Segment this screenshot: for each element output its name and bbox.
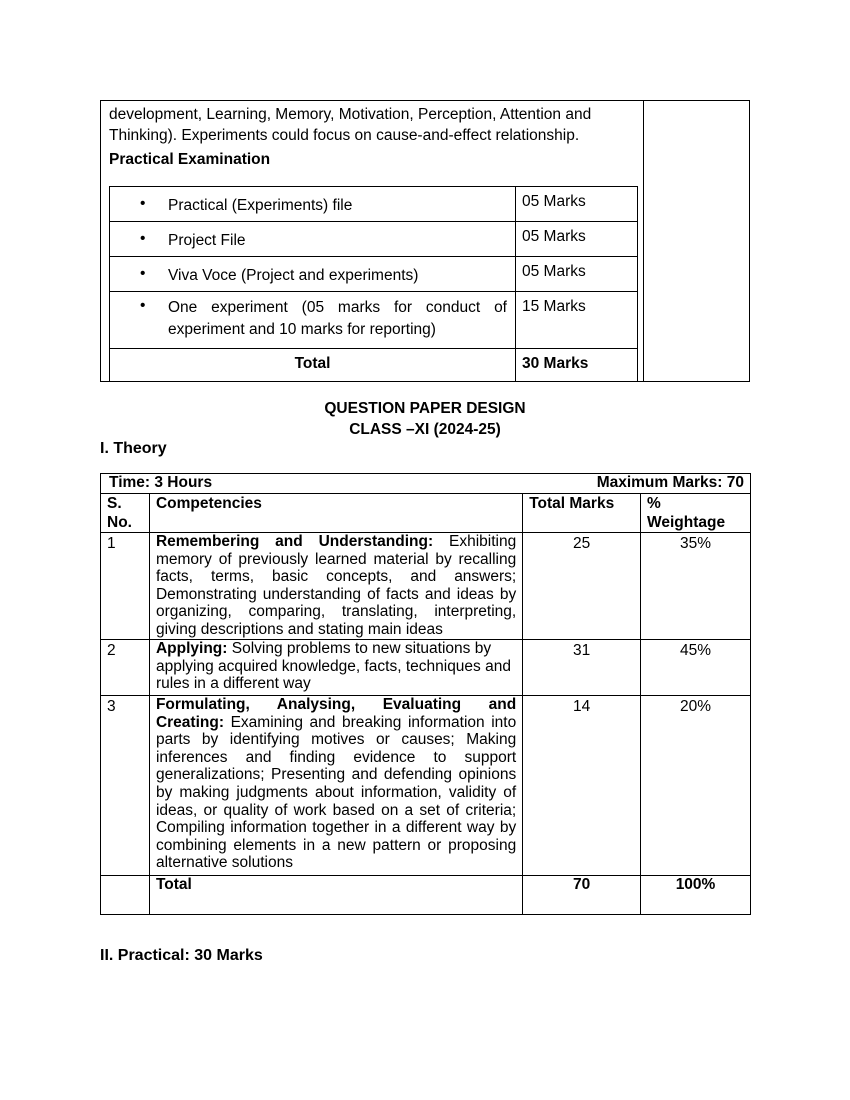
row-weightage: 45% [641,640,751,696]
sno-header: S. No. [101,494,150,533]
class-subtitle: CLASS –XI (2024-25) [349,421,501,438]
item-marks: 05 Marks [516,257,638,292]
bullet-icon: • [140,230,146,247]
item-marks: 05 Marks [516,187,638,222]
row-weightage: 35% [641,533,751,640]
weightage-header: % Weightage [641,494,751,533]
table-row [101,533,751,640]
table-row [110,257,638,292]
row-marks: 31 [523,640,641,696]
table-row [101,640,751,696]
bullet-icon: • [140,195,146,212]
row-marks: 14 [523,696,641,876]
item-label: Practical (Experiments) file [168,197,353,214]
competency-desc: Solving problems to new situations by applying acquired knowledge, facts, techniques and rules in a different way [155,640,511,693]
total-weightage: 100% [641,876,751,915]
competency-desc: Examining and breaking information into parts by identifying motives or causes; Making inferences and finding evidence to support generalizations; Presenting and defending opinions by making judgments about information, validity of ideas, or quality of work based on a set of criteria; Compiling information together in a different way by combining elements in a new pattern or proposing alternative solutions [155,713,517,872]
practical-exam-heading: Practical Examination [109,151,271,168]
item-label: Viva Voce (Project and experiments) [168,267,419,284]
row-competency [149,640,522,696]
row-weightage: 20% [641,696,751,876]
table-row [101,696,751,876]
item-label: Project File [168,232,246,249]
total-marks: 70 [523,876,641,915]
question-paper-title: QUESTION PAPER DESIGN [324,400,526,417]
table-row [110,187,638,222]
total-row [101,876,751,915]
row-sno: 1 [101,533,150,640]
competency-title: Applying: [155,640,228,657]
max-marks-label: Maximum Marks: 70 [596,474,744,491]
item-marks: 05 Marks [516,222,638,257]
bullet-icon: • [140,297,146,314]
table-row [110,292,638,349]
total-row [110,349,638,382]
item-marks: 15 Marks [516,292,638,349]
total-marks: 30 Marks [516,349,638,382]
bullet-icon: • [140,265,146,282]
table-row [110,222,638,257]
competency-title: Remembering and Understanding: [155,533,434,550]
competency-desc: Exhibiting memory of previously learned material by recalling facts, terms, basic concepts, and answers; Demonstrating understanding of facts and ideas by organizing, comparing, translating, interpreting, giving descriptions and stating main ideas [155,533,517,638]
practical-heading: II. Practical: 30 Marks [100,947,263,964]
time-label: Time: 3 Hours [109,474,213,491]
row-sno: 3 [101,696,150,876]
column-divider [643,101,644,381]
time-row [101,474,751,494]
continuation-text: development, Learning, Memory, Motivation, Perception, Attention and Thinking). Experiments could focus on cause-and-effect relationship. [109,106,592,144]
theory-heading: I. Theory [100,440,167,457]
question-paper-design-table [100,473,751,915]
row-competency [149,533,522,640]
row-marks: 25 [523,533,641,640]
item-label: One experiment (05 marks for conduct of experiment and 10 marks for reporting) [168,299,507,338]
total-label: Total [149,876,522,915]
total-marks-header: Total Marks [523,494,641,533]
syllabus-continuation-box [100,100,750,382]
header-row [101,494,751,533]
row-sno: 2 [101,640,150,696]
total-label: Total [110,349,516,382]
competency-title: Formulating, Analysing, Evaluating and Creating: [155,696,517,731]
competencies-header: Competencies [149,494,522,533]
practical-exam-table [109,186,638,382]
row-competency [149,696,522,876]
